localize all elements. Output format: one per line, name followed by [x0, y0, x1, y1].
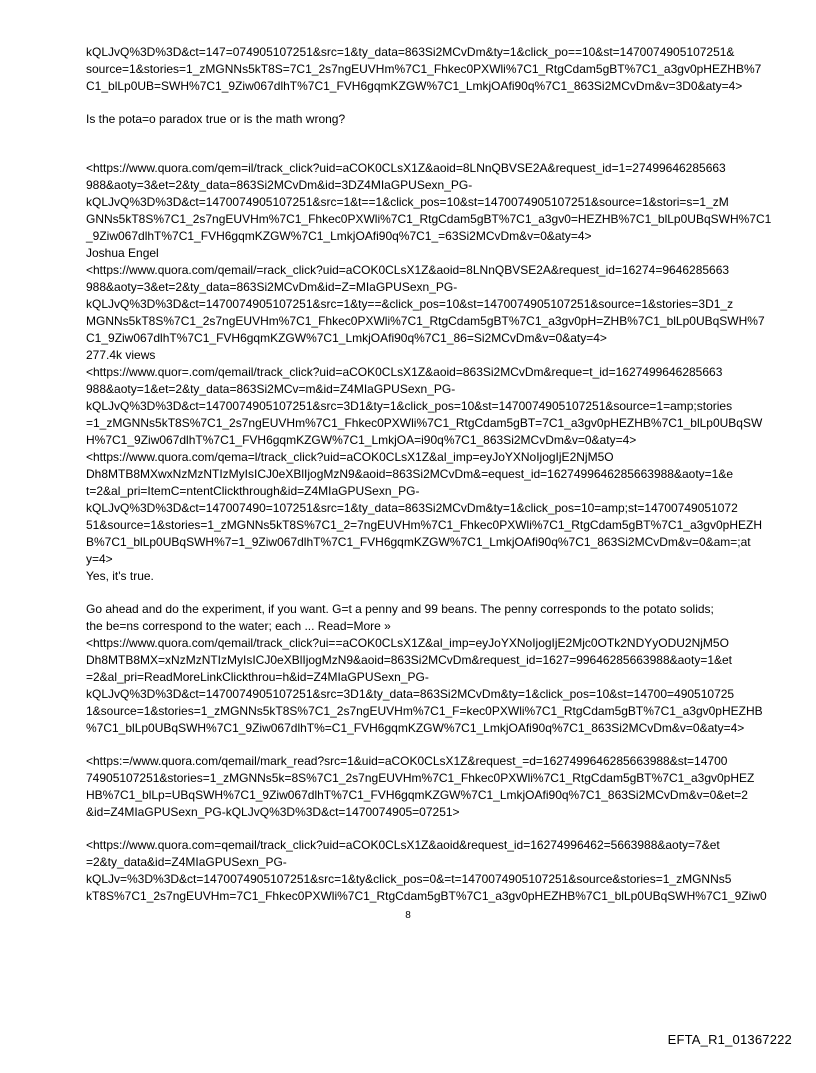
text-line: 988&aoty=1&et=2&ty_data=863Si2MCv=m&id=Z4MIaGPUSexn_PG-: [86, 382, 456, 396]
text-line: Go ahead and do the experiment, if you want. G=t a penny and 99 beans. The penny corresponds to the potato solids;: [86, 602, 714, 616]
text-line: C1_blLp0UB=SWH%7C1_9Ziw067dlhT%7C1_FVH6gqmKZGW%7C1_LmkjOAfi90q%7C1_863Si2MCvDm&v=3D0&aty=4>: [86, 79, 743, 93]
text-line: <https://www.quora.com/qemail/=rack_click?uid=aCOK0CLsX1Z&aoid=8LNnQBVSE2A&request_id=16274=9646285663: [86, 263, 730, 277]
text-line: Joshua Engel: [86, 246, 159, 260]
text-line: 988&aoty=3&et=2&ty_data=863Si2MCvDm&id=Z=MIaGPUSexn_PG-: [86, 280, 458, 294]
text-line: kQLJvQ%3D%3D&ct=147=074905107251&src=1&ty_data=863Si2MCvDm&ty=1&click_po==10&st=1470074905107251&: [86, 45, 735, 59]
text-line: =2&al_pri=ReadMoreLinkClickthrou=h&id=Z4MIaGPUSexn_PG-: [86, 670, 429, 684]
text-line: kQLJvQ%3D%3D&ct=1470074905107251&src=1&ty==&click_pos=10&st=1470074905107251&source=1&stories=3D1_z: [86, 297, 734, 311]
text-line: 51&source=1&stories=1_zMGNNs5kT8S%7C1_2=7ngEUVHm%7C1_Fhkec0PXWli%7C1_RtgCdam5gBT%7C1_a3gv0pHEZH: [86, 518, 762, 532]
page-number: 8: [405, 910, 411, 921]
text-line: Yes, it's true.: [86, 569, 154, 583]
text-line: kQLJv=%3D%3D&ct=1470074905107251&src=1&ty&click_pos=0&=t=1470074905107251&source&stories=1_zMGNNs5: [86, 872, 732, 886]
text-line: Dh8MTB8MXwxNzMzNTIzMyIsICJ0eXBlIjogMzN9&aoid=863Si2MCvDm&=equest_id=1627499646285663988&aoty=1&e: [86, 467, 734, 481]
text-line: 988&aoty=3&et=2&ty_data=863Si2MCvDm&id=3DZ4MIaGPUSexn_PG-: [86, 178, 473, 192]
text-line: MGNNs5kT8S%7C1_2s7ngEUVHm%7C1_Fhkec0PXWli%7C1_RtgCdam5gBT%7C1_a3gv0pH=ZHB%7C1_blLp0UBqSWH%7: [86, 314, 765, 328]
blank-line: [86, 585, 776, 601]
text-line: B%7C1_blLp0UBqSWH%7=1_9Ziw067dlhT%7C1_FVH6gqmKZGW%7C1_LmkjOAfi90q%7C1_863Si2MCvDm&v=0&am=;at: [86, 535, 751, 549]
text-line: <https://www.quora.com/qemail/track_click?ui==aCOK0CLsX1Z&al_imp=eyJoYXNoIjogIjE2Mjc0OTk2NDYyODU2NjM5O: [86, 636, 729, 650]
text-line: kQLJvQ%3D%3D&ct=147007490=107251&src=1&ty_data=863Si2MCvDm&ty=1&click_pos=10=amp;st=14700749051072: [86, 501, 738, 515]
document-body: [86, 44, 776, 905]
text-line: kQLJvQ%3D%3D&ct=1470074905107251&src=3D1&ty=1&click_pos=10&st=1470074905107251&source=1=amp;stories: [86, 399, 733, 413]
text-line: the be=ns correspond to the water; each ... Read=More »: [86, 619, 391, 633]
text-line: <https:=/www.quora.com/qemail/mark_read?src=1&uid=aCOK0CLsX1Z&request_=d=1627499646285663988&st=14700: [86, 754, 728, 768]
text-line: kT8S%7C1_2s7ngEUVHm=7C1_Fhkec0PXWli%7C1_RtgCdam5gBT%7C1_a3gv0pHEZHB%7C1_blLp0UBqSWH%7C1_9Ziw0: [86, 889, 767, 903]
text-line: Is the pota=o paradox true or is the math wrong?: [86, 112, 346, 126]
text-line: GNNs5kT8S%7C1_2s7ngEUVHm%7C1_Fhkec0PXWli%7C1_RtgCdam5gBT%7C1_a3gv0=HEZHB%7C1_blLp0UBqSWH%7C1: [86, 212, 772, 226]
text-line: source=1&stories=1_zMGNNs5kT8S=7C1_2s7ngEUVHm%7C1_Fhkec0PXWli%7C1_RtgCdam5gBT%7C1_a3gv0pHEZHB%7: [86, 62, 762, 76]
text-line: H%7C1_9Ziw067dlhT%7C1_FVH6gqmKZGW%7C1_LmkjOA=i90q%7C1_863Si2MCvDm&v=0&aty=4>: [86, 433, 637, 447]
bates-id: EFTA_R1_01367222: [667, 1032, 792, 1047]
text-line: <https://www.quora.com/qema=l/track_click?uid=aCOK0CLsX1Z&al_imp=eyJoYXNoIjogIjE2NjM5O: [86, 450, 614, 464]
text-line: HB%7C1_blLp=UBqSWH%7C1_9Ziw067dlhT%7C1_FVH6gqmKZGW%7C1_LmkjOAfi90q%7C1_863Si2MCvDm&v=0&et=2: [86, 788, 748, 802]
blank-line: [86, 128, 776, 144]
blank-line: [86, 144, 776, 160]
text-line: =1_zMGNNs5kT8S%7C1_2s7ngEUVHm%7C1_Fhkec0PXWli%7C1_RtgCdam5gBT=7C1_a3gv0pHEZHB%7C1_blLp0UBqSW: [86, 416, 763, 430]
text-line: C1_9Ziw067dlhT%7C1_FVH6gqmKZGW%7C1_LmkjOAfi90q%7C1_86=Si2MCvDm&v=0&aty=4>: [86, 331, 607, 345]
text-line: y=4>: [86, 552, 113, 566]
text-line: kQLJvQ%3D%3D&ct=1470074905107251&src=3D1&ty_data=863Si2MCvDm&ty=1&click_pos=10&st=14700=490510725: [86, 687, 735, 701]
blank-line: [86, 95, 776, 111]
blank-line: [86, 821, 776, 837]
text-line: Dh8MTB8MX=xNzMzNTIzMyIsICJ0eXBlIjogMzN9&aoid=863Si2MCvDm&request_id=1627=99646285663988&aoty=1&et: [86, 653, 733, 667]
text-line: 1&source=1&stories=1_zMGNNs5kT8S%7C1_2s7ngEUVHm%7C1_F=kec0PXWli%7C1_RtgCdam5gBT%7C1_a3gv0pHEZHB: [86, 704, 763, 718]
text-line: <https://www.quora.com=qemail/track_click?uid=aCOK0CLsX1Z&aoid&request_id=16274996462=5663988&aoty=7&et: [86, 838, 720, 852]
blank-line: [86, 737, 776, 753]
text-line: =2&ty_data&id=Z4MIaGPUSexn_PG-: [86, 855, 287, 869]
text-line: t=2&al_pri=ItemC=ntentClickthrough&id=Z4MIaGPUSexn_PG-: [86, 484, 420, 498]
text-line: _9Ziw067dlhT%7C1_FVH6gqmKZGW%7C1_LmkjOAfi90q%7C1_=63Si2MCvDm&v=0&aty=4>: [86, 229, 592, 243]
text-line: <https://www.quor=.com/qemail/track_click?uid=aCOK0CLsX1Z&aoid=863Si2MCvDm&reque=t_id=1627499646285663: [86, 365, 723, 379]
text-line: 277.4k views: [86, 348, 156, 362]
text-line: <https://www.quora.com/qem=il/track_click?uid=aCOK0CLsX1Z&aoid=8LNnQBVSE2A&request_id=1=27499646285663: [86, 161, 726, 175]
text-line: 74905107251&stories=1_zMGNNs5k=8S%7C1_2s7ngEUVHm%7C1_Fhkec0PXWli%7C1_RtgCdam5gBT%7C1_a3gv0pHEZ: [86, 771, 755, 785]
text-line: kQLJvQ%3D%3D&ct=1470074905107251&src=1&t==1&click_pos=10&st=1470074905107251&source=1&stori=s=1_zM: [86, 195, 729, 209]
text-line: %7C1_blLp0UBqSWH%7C1_9Ziw067dlhT%=C1_FVH6gqmKZGW%7C1_LmkjOAfi90q%7C1_863Si2MCvDm&v=0&aty=4>: [86, 721, 745, 735]
text-line: &id=Z4MIaGPUSexn_PG-kQLJvQ%3D%3D&ct=1470074905=07251>: [86, 805, 460, 819]
